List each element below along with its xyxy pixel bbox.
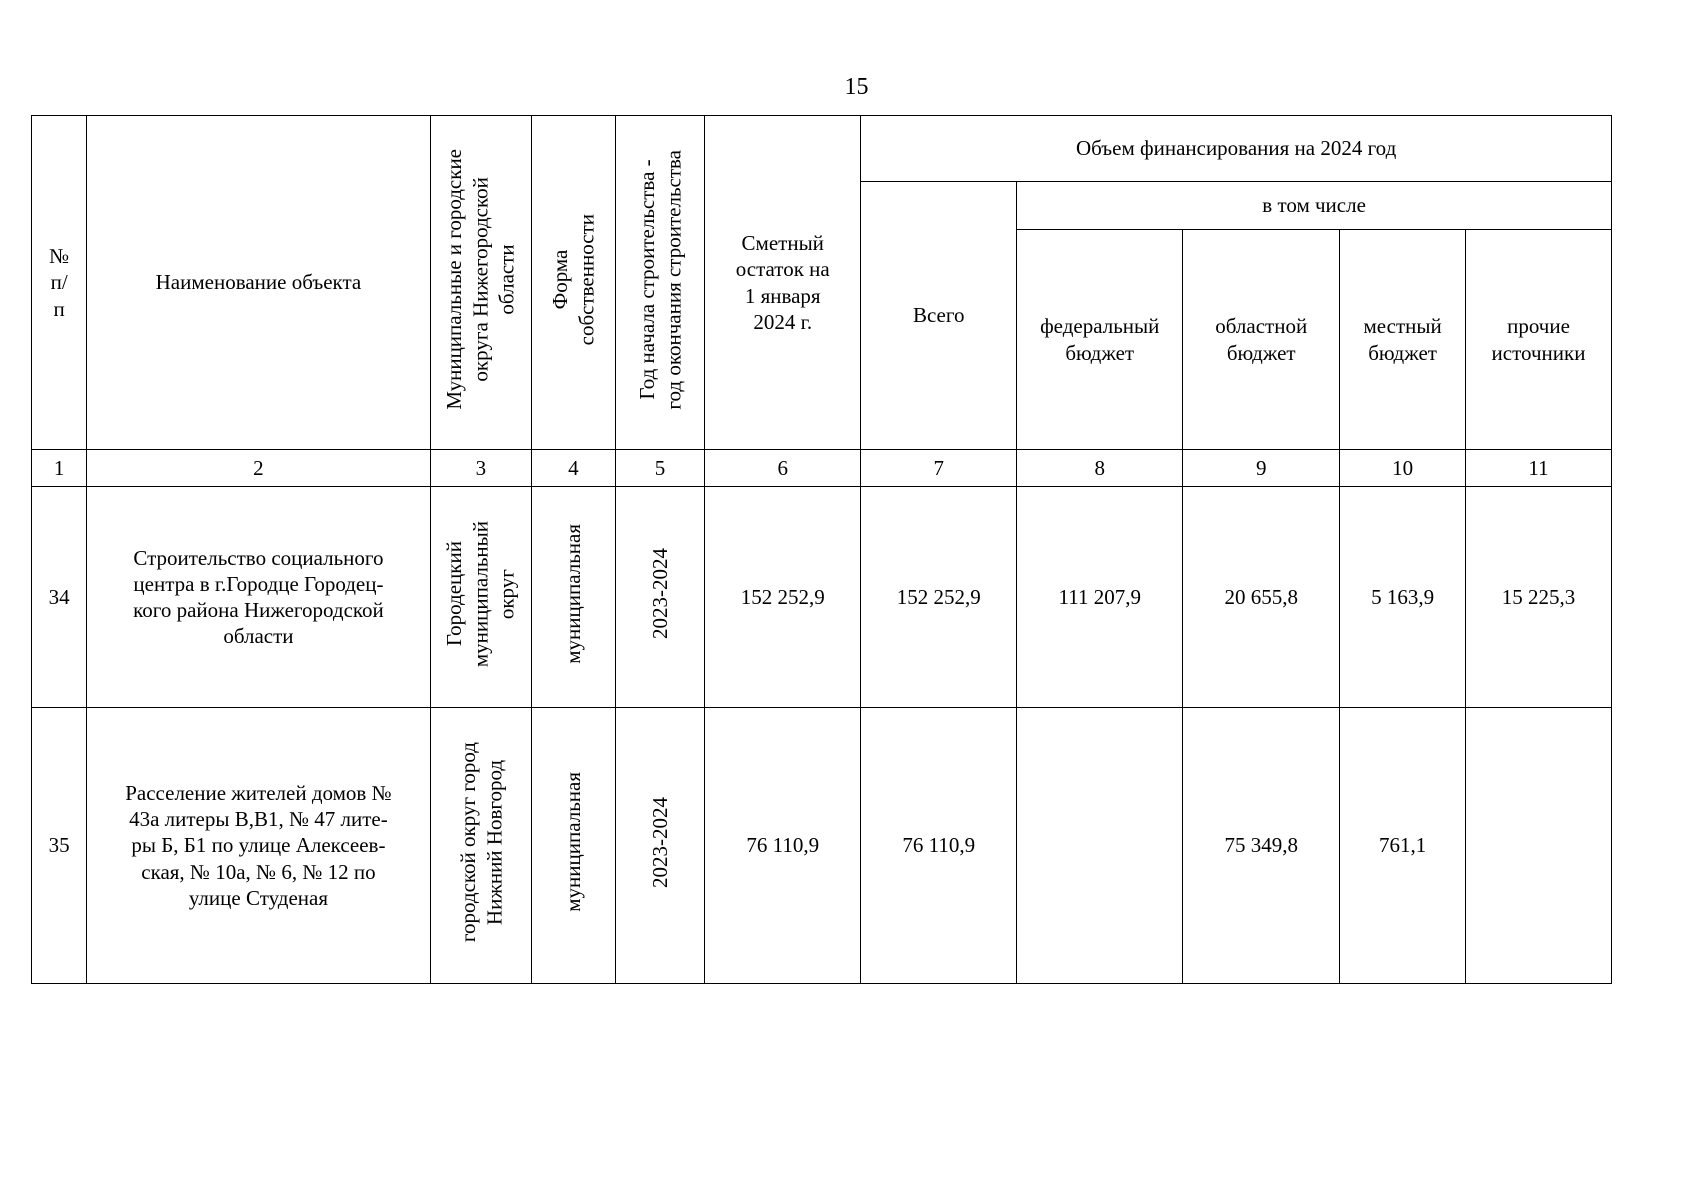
row-total: 76 110,9 [861,708,1017,984]
column-number: 2 [87,450,430,487]
row-other [1466,708,1612,984]
row-ownership-cell [532,487,616,708]
page-number: 15 [844,74,869,100]
column-number: 11 [1466,450,1612,487]
column-number: 1 [32,450,87,487]
header-years-cell [615,116,705,450]
row-regional: 75 349,8 [1183,708,1340,984]
row-remainder: 152 252,9 [705,487,861,708]
row-object-name: Строительство социального центра в г.Городце Городец- кого района Нижегородской области [87,487,430,708]
row-total: 152 252,9 [861,487,1017,708]
row-other: 15 225,3 [1466,487,1612,708]
row-local: 761,1 [1340,708,1466,984]
column-number: 3 [430,450,532,487]
row-local: 5 163,9 [1340,487,1466,708]
row-years: 2023-2024 [647,796,672,888]
table-row [32,708,1612,984]
column-number: 5 [615,450,705,487]
row-federal: 111 207,9 [1017,487,1183,708]
column-number: 6 [705,450,861,487]
header-ownership: Форма собственности [548,213,599,346]
row-ownership-cell [532,708,616,984]
row-district-cell [430,708,532,984]
column-number: 8 [1017,450,1183,487]
header-other: прочие источники [1466,230,1612,450]
row-district-cell [430,487,532,708]
row-number: 35 [32,708,87,984]
header-district-cell [430,116,532,450]
header-remainder: Сметный остаток на 1 января 2024 г. [705,116,861,450]
header-years: Год начала строительства - год окончания строительства [634,149,685,410]
row-ownership: муниципальная [561,772,586,913]
header-total: Всего [861,182,1017,450]
header-object-name: Наименование объекта [87,116,430,450]
row-federal [1017,708,1183,984]
column-number: 10 [1340,450,1466,487]
table-row [32,487,1612,708]
header-including: в том числе [1017,182,1612,230]
header-number: № п/ п [32,116,87,450]
row-ownership: муниципальная [561,523,586,664]
row-remainder: 76 110,9 [705,708,861,984]
row-years: 2023-2024 [647,548,672,640]
column-number-row [32,450,1612,487]
financing-table [31,115,1612,984]
column-number: 4 [532,450,616,487]
column-number: 7 [861,450,1017,487]
column-number: 9 [1183,450,1340,487]
row-years-cell [615,487,705,708]
row-district: городской округ город Нижний Новгород [455,742,506,943]
header-funding-title: Объем финансирования на 2024 год [861,116,1612,182]
header-local: местный бюджет [1340,230,1466,450]
header-ownership-cell [532,116,616,450]
row-regional: 20 655,8 [1183,487,1340,708]
row-object-name: Расселение жителей домов № 43а литеры В,В1, № 47 лите- ры Б, Б1 по улице Алексеев- ская, № 10а, № 6, № 12 по улице Студеная [87,708,430,984]
header-regional: областной бюджет [1183,230,1340,450]
row-years-cell [615,708,705,984]
header-district: Муниципальные и городские округа Нижегородской области [442,149,519,410]
row-district: Городецкий муниципальный округ [442,520,519,667]
header-federal: федеральный бюджет [1017,230,1183,450]
row-number: 34 [32,487,87,708]
